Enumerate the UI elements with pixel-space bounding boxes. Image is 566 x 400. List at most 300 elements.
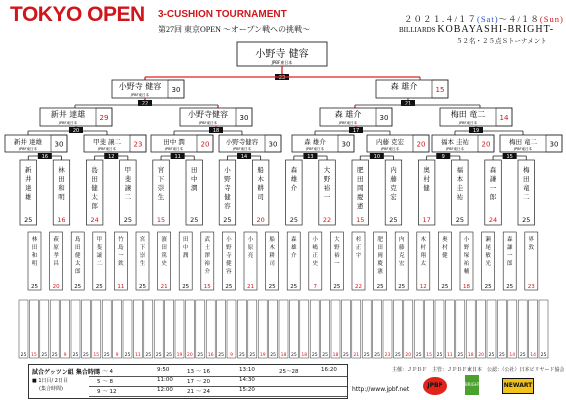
- round64-box: [217, 300, 226, 358]
- round32-name-char: 小: [247, 237, 254, 243]
- round64-score: 25: [103, 353, 110, 358]
- round64-score: 25: [239, 353, 245, 358]
- player-club: JPBF東日本: [232, 147, 252, 151]
- round32-name-char: 亮: [247, 253, 254, 259]
- round32-name-char: 郎: [506, 261, 513, 267]
- match-number: 22: [141, 101, 149, 107]
- round64-score: 25: [249, 353, 256, 358]
- round64-score: 20: [187, 353, 193, 358]
- round32-name-char: 澤: [204, 253, 211, 259]
- round16-name-char: 二: [124, 193, 132, 201]
- round64-score: 18: [467, 353, 474, 358]
- round32-score: 25: [225, 284, 233, 290]
- round32-name-char: 一: [506, 253, 513, 259]
- player-score: 30: [54, 140, 64, 149]
- player-score: 30: [268, 140, 278, 149]
- round64-box: [487, 300, 496, 358]
- round64-score: 25: [155, 353, 162, 358]
- round64-box: [71, 300, 80, 358]
- round32-score: 20: [52, 284, 60, 290]
- round64-box: [331, 300, 340, 358]
- schedule-note-2: (集合時間): [39, 386, 63, 392]
- round16-score: 25: [455, 216, 464, 224]
- round32-name-char: 岡: [377, 253, 383, 259]
- round16-name-char: 介: [290, 184, 298, 192]
- round32-name-char: 下: [139, 245, 146, 251]
- round32-name-char: 界: [528, 237, 535, 243]
- round32-name-char: 肥: [377, 237, 383, 243]
- round32-name-char: 克: [398, 253, 405, 259]
- round64-score: 16: [207, 353, 214, 358]
- round64-box: [154, 300, 163, 358]
- round64-score: 25: [270, 353, 276, 358]
- schedule-group: 25〜28: [279, 369, 299, 375]
- round16-score: 25: [223, 216, 232, 224]
- round16-score: 25: [123, 216, 132, 224]
- schedule-table: [28, 364, 348, 399]
- round32-name-char: 瀬: [485, 237, 491, 243]
- round32-name-char: 武: [204, 237, 211, 243]
- round16-name-char: 一: [489, 184, 497, 192]
- round64-box: [123, 300, 132, 358]
- round16-name-char: 圭: [456, 184, 464, 192]
- round64-score: 25: [197, 353, 204, 358]
- round32-score: 25: [139, 284, 146, 290]
- venue: BILLIARDS KOBAYASHI-BRIGHT-: [399, 24, 555, 35]
- round32-name-char: 郎: [74, 269, 81, 275]
- round64-score: 25: [436, 353, 443, 358]
- round64-box: [133, 300, 142, 358]
- round64-box: [456, 300, 465, 358]
- round16-name-char: 井: [25, 175, 32, 183]
- round64-box: [81, 300, 90, 358]
- round16-name-char: 二: [523, 193, 530, 201]
- round16-name-char: 林: [58, 166, 65, 174]
- round32-name-char: 謙: [506, 245, 513, 251]
- round16-name-char: 和: [58, 184, 65, 192]
- round32-name-char: 島: [118, 245, 124, 251]
- round32-name-char: 森: [506, 237, 513, 243]
- round16-name-char: 健: [423, 184, 430, 192]
- round16-name-char: 宏: [390, 193, 397, 201]
- round64-box: [321, 300, 330, 358]
- round64-score: 25: [395, 353, 401, 358]
- round32-name-char: 小: [226, 237, 232, 243]
- round32-name-char: 原: [247, 245, 254, 251]
- round32-score: 15: [203, 284, 211, 290]
- round32-score: 21: [247, 284, 254, 290]
- round16-name-char: 船: [257, 166, 264, 174]
- player-name: 甲斐 譲二: [92, 138, 122, 146]
- player-name: 小野寺 健容: [118, 82, 162, 91]
- round16-name-char: 慶: [357, 193, 364, 201]
- schedule-title: 試合ゲッツン組 集合時間: [32, 369, 100, 376]
- round32-name-char: 船: [269, 237, 275, 243]
- round16-score: 25: [289, 216, 298, 224]
- round64-score: 23: [384, 353, 391, 358]
- round64-box: [373, 300, 382, 358]
- round16-name-char: 田: [357, 175, 364, 183]
- player-score: 20: [200, 140, 210, 149]
- schedule-time: 14:30: [239, 377, 255, 383]
- round64-box: [61, 300, 70, 358]
- round64-box: [237, 300, 246, 358]
- round16-name-char: 下: [157, 175, 165, 183]
- round32-name-char: 篤: [161, 253, 167, 259]
- round32-name-char: 甲: [96, 237, 103, 243]
- schedule-time: 9:50: [157, 367, 170, 373]
- round32-name-char: 宇: [355, 253, 362, 259]
- round64-box: [539, 300, 548, 358]
- newart-logo: NEWART: [502, 378, 534, 394]
- round16-name-char: 一: [323, 193, 331, 201]
- round32-name-char: 敏: [485, 253, 491, 259]
- round16-name-char: 内: [390, 166, 397, 174]
- round64-score: 25: [488, 353, 495, 358]
- round32-name-char: 小: [312, 237, 319, 243]
- round16-score: 16: [57, 216, 66, 224]
- match-number: 19: [472, 128, 480, 134]
- player-score: 29: [99, 114, 109, 122]
- round16-name-char: 肥: [357, 166, 364, 174]
- schedule-group: 1 〜 4: [97, 369, 113, 375]
- player-club: JPBF東日本: [305, 147, 325, 151]
- round64-box: [404, 300, 413, 358]
- schedule-time: 12:00: [157, 387, 173, 393]
- schedule-group: 21 〜 24: [187, 389, 210, 395]
- round32-score: 23: [527, 284, 535, 290]
- round32-name-char: 藤: [398, 245, 405, 251]
- round16-name-char: 謙: [489, 175, 497, 183]
- round64-box: [185, 300, 194, 358]
- round64-score: 19: [176, 353, 183, 358]
- schedule-divider: [89, 386, 347, 387]
- round64-score: 25: [499, 353, 505, 358]
- round16-name-char: 健: [224, 193, 231, 201]
- round64-box: [289, 300, 298, 358]
- schedule-grid: [89, 365, 347, 398]
- round32-name-char: 宏: [398, 261, 405, 267]
- round16-name-char: 奥: [423, 166, 430, 174]
- round32-name-char: 介: [204, 269, 211, 275]
- round16-score: 25: [190, 216, 199, 224]
- round16-name-char: 本: [456, 175, 464, 183]
- round64-box: [269, 300, 278, 358]
- player-club: JPBF東日本: [164, 147, 184, 151]
- player-club: JPBF東日本: [97, 147, 117, 151]
- round32-name-char: 欽: [118, 261, 124, 267]
- round16-name-char: 森: [290, 166, 298, 174]
- final-match-number: 23: [278, 75, 286, 81]
- player-score: 23: [133, 140, 143, 149]
- round64-score: 25: [519, 353, 526, 358]
- round32-name-char: 昌: [53, 261, 59, 267]
- round64-score: 9: [230, 353, 233, 358]
- champion-club: JPBF東日本: [271, 60, 293, 65]
- player-name: 森 雄介: [334, 110, 362, 119]
- round64-box: [414, 300, 423, 358]
- player-name: 小野寺健容: [225, 138, 259, 146]
- round64-score: 25: [311, 353, 318, 358]
- jpbf-logo: JPBF: [423, 377, 447, 395]
- round32-score: 12: [419, 284, 427, 290]
- player-club: JPBF東日本: [458, 121, 478, 125]
- round32-name-char: 翔: [420, 253, 427, 259]
- schedule-divider: [89, 376, 347, 377]
- schedule-time: 15:20: [239, 387, 255, 393]
- round64-score: 18: [301, 353, 308, 358]
- format-label: ５２名・２５点Ｓトーナメント: [456, 38, 547, 45]
- player-name: 福本 圭祐: [440, 138, 470, 146]
- round64-score: 15: [93, 353, 100, 358]
- round32-name-char: 濱: [161, 237, 167, 243]
- round32-name-char: 史: [161, 261, 167, 267]
- round64-box: [50, 300, 59, 358]
- round64-score: 25: [41, 353, 48, 358]
- player-club: JPBF東日本: [338, 121, 358, 125]
- player-name: 梅田 竜二: [450, 110, 486, 119]
- player-club: JPBF東日本: [18, 147, 38, 151]
- round16-name-char: 新: [25, 166, 32, 174]
- round64-box: [92, 300, 101, 358]
- round32-score: 25: [290, 284, 298, 290]
- player-name: 新井 達雄: [50, 110, 86, 119]
- round32-name-char: 塚: [463, 253, 470, 259]
- round32-name-char: 野: [334, 245, 340, 251]
- round32-name-char: 野: [463, 245, 470, 251]
- round16-name-char: 郎: [489, 193, 497, 201]
- round16-name-char: 中: [191, 175, 198, 183]
- round64-box: [352, 300, 361, 358]
- round64-box: [435, 300, 444, 358]
- round32-name-char: 大: [334, 237, 340, 243]
- round32-score: 22: [355, 284, 362, 290]
- round32-name-char: 司: [269, 261, 275, 267]
- round64-score: 21: [353, 353, 360, 358]
- round16-name-char: 郎: [91, 202, 98, 210]
- round32-name-char: 一: [334, 261, 340, 267]
- round16-name-char: 島: [91, 166, 98, 174]
- round32-name-char: 竹: [118, 237, 124, 243]
- round32-name-char: 宮: [139, 237, 146, 243]
- round32-name-char: 野: [226, 245, 232, 251]
- round32-score: 25: [182, 284, 190, 290]
- player-score: 30: [379, 114, 389, 122]
- round32-name-char: 一: [118, 253, 124, 259]
- schedule-time: 13:10: [239, 367, 255, 373]
- round32-name-char: 孝: [53, 253, 59, 259]
- round32-name-char: 田: [74, 245, 81, 251]
- round32-name-char: 木: [269, 245, 275, 251]
- round16-name-char: 村: [423, 175, 430, 183]
- round16-score: 20: [256, 216, 265, 224]
- round32-name-char: 史: [312, 261, 319, 267]
- schedule-divider: [89, 396, 347, 397]
- round32-name-char: 耕: [269, 253, 275, 259]
- round32-name-char: 慶: [377, 261, 383, 267]
- schedule-time: 11:00: [157, 377, 173, 383]
- round16-name-char: 雄: [25, 193, 32, 201]
- round64-box: [227, 300, 236, 358]
- round32-name-char: 太: [420, 261, 427, 267]
- schedule-note: ■ 1日目/ 2日目: [32, 378, 68, 384]
- round64-box: [19, 300, 28, 358]
- player-name: 小野寺健容: [188, 110, 228, 119]
- round64-score: 15: [426, 353, 432, 358]
- player-score: 30: [549, 140, 559, 149]
- round64-box: [425, 300, 434, 358]
- round32-name-char: 正: [312, 253, 319, 259]
- round16-name-char: 田: [58, 175, 65, 183]
- player-score: 30: [239, 114, 249, 122]
- round32-score: 11: [117, 284, 125, 290]
- round64-score: 18: [332, 353, 339, 358]
- round32-name-char: 萩: [53, 237, 59, 243]
- round16-score: 25: [389, 216, 398, 224]
- round16-score: 24: [488, 216, 498, 224]
- round64-box: [29, 300, 38, 358]
- round32-name-char: 敦: [528, 245, 535, 251]
- round32-name-char: 輔: [463, 269, 470, 275]
- round32-name-char: 奥: [442, 237, 448, 243]
- round64-box: [393, 300, 402, 358]
- round32-name-char: 木: [420, 237, 427, 243]
- round64-score: 25: [343, 353, 349, 358]
- round32-score: 25: [506, 284, 514, 290]
- round64-box: [477, 300, 486, 358]
- round16-name-char: 野: [323, 175, 331, 183]
- round64-score: 25: [291, 353, 297, 358]
- round32-name-char: 譲: [96, 253, 103, 259]
- schedule-group: 9 〜 12: [97, 389, 117, 395]
- round32-score: 18: [463, 284, 470, 290]
- round64-score: 25: [72, 353, 79, 358]
- website-link[interactable]: http://www.jpbf.net: [352, 386, 410, 393]
- round64-score: 25: [540, 353, 547, 358]
- round64-box: [258, 300, 267, 358]
- round64-score: 25: [51, 353, 58, 358]
- round32-score: 25: [74, 284, 82, 290]
- round32-name-char: 田: [182, 237, 189, 243]
- round32-name-char: 生: [139, 261, 146, 267]
- round64-box: [529, 300, 538, 358]
- round64-box: [445, 300, 454, 358]
- round32-name-char: 杉: [355, 237, 362, 243]
- round64-box: [518, 300, 527, 358]
- round16-name-char: 田: [191, 166, 198, 174]
- round16-score: 22: [322, 216, 332, 224]
- round64-box: [300, 300, 309, 358]
- round16-name-char: 譲: [124, 184, 132, 192]
- round32-score: 25: [376, 284, 384, 290]
- round64-score: 11: [447, 353, 453, 358]
- player-score: 15: [435, 86, 445, 94]
- round16-name-char: 容: [224, 202, 231, 210]
- round64-box: [310, 300, 319, 358]
- round64-box: [175, 300, 184, 358]
- match-number: 13: [307, 154, 314, 160]
- player-name: 森 雄介: [304, 138, 326, 146]
- match-number: 12: [108, 154, 115, 160]
- round64-score: 25: [374, 353, 380, 358]
- round32-name-char: 祐: [463, 261, 470, 267]
- player-name: 梅田 竜二: [508, 138, 538, 146]
- round16-name-char: 耕: [257, 184, 264, 192]
- round32-name-char: 内: [398, 237, 405, 243]
- player-name: 新井 達雄: [13, 138, 43, 146]
- round64-box: [508, 300, 517, 358]
- round64-score: 25: [20, 353, 27, 358]
- round32-name-char: 田: [377, 245, 383, 251]
- event-date: ２０２１.４/１７(Sat)〜４/１８(Sun): [404, 14, 564, 24]
- round32-name-char: 士: [204, 245, 211, 251]
- round16-name-char: 藤: [390, 175, 397, 183]
- round32-score: 25: [95, 284, 103, 290]
- round64-score: 14: [509, 353, 516, 358]
- round32-name-char: 容: [226, 269, 232, 275]
- round32-name-char: 二: [96, 261, 103, 267]
- round16-name-char: 祐: [456, 193, 464, 201]
- round16-score: 15: [356, 216, 365, 224]
- round32-name-char: 田: [31, 245, 38, 251]
- round64-box: [383, 300, 392, 358]
- schedule-group: 5 〜 8: [97, 379, 113, 385]
- match-number: 17: [352, 128, 360, 134]
- round32-name-char: 村: [420, 245, 427, 251]
- round64-score: 25: [363, 353, 370, 358]
- round16-name-char: 雄: [290, 175, 298, 183]
- player-score: 20: [481, 140, 491, 149]
- round16-name-char: 斐: [124, 175, 132, 183]
- round32-name-char: 尾: [485, 245, 491, 251]
- round64-score: 25: [457, 353, 464, 358]
- match-number: 9: [441, 154, 445, 160]
- round16-name-char: 木: [257, 175, 264, 183]
- round16-name-char: 福: [456, 166, 464, 174]
- player-club: JPBF東日本: [513, 147, 533, 151]
- round32-name-char: 介: [290, 253, 297, 259]
- event-name: 第27回 東京OPEN 〜オープン戦への挑戦〜: [158, 25, 311, 34]
- round32-name-char: 明: [31, 261, 38, 267]
- round16-name-char: 克: [390, 184, 397, 192]
- round32-name-char: 嶋: [312, 245, 319, 251]
- round64-score: 14: [530, 353, 536, 358]
- round16-name-char: 岡: [357, 184, 364, 192]
- player-score: 20: [416, 140, 426, 149]
- round32-score: 25: [333, 284, 341, 290]
- round64-box: [206, 300, 215, 358]
- round16-name-char: 寺: [224, 184, 231, 192]
- round32-score: 25: [484, 284, 492, 290]
- round32-name-char: 潤: [182, 253, 189, 259]
- schedule-group: 17 〜 20: [187, 379, 210, 385]
- player-score: 14: [499, 114, 509, 122]
- round32-name-char: 健: [226, 261, 232, 267]
- round64-box: [196, 300, 205, 358]
- tournament-title: TOKYO OPEN: [10, 3, 145, 26]
- round64-box: [497, 300, 506, 358]
- round32-score: 25: [31, 284, 38, 290]
- player-club: JPBF東日本: [380, 147, 400, 151]
- round16-name-char: 裕: [323, 184, 331, 192]
- round32-name-char: 和: [31, 253, 38, 259]
- round64-box: [248, 300, 257, 358]
- round32-score: 25: [441, 284, 449, 290]
- round64-score: 25: [218, 353, 224, 358]
- round64-box: [144, 300, 153, 358]
- round16-name-char: 甲: [124, 166, 132, 174]
- round16-name-char: 潤: [191, 184, 198, 192]
